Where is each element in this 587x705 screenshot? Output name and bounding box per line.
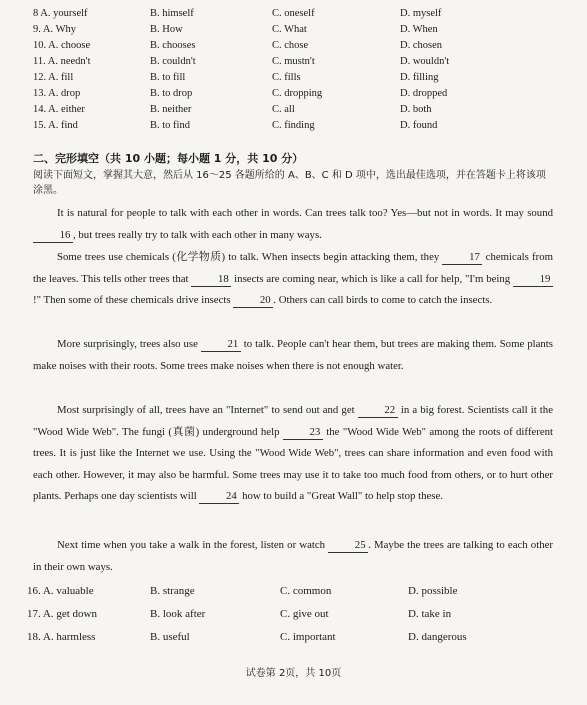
option-a: 13. A. drop [33, 88, 81, 99]
option-a: 12. A. fill [33, 72, 74, 83]
option-c: C. dropping [272, 88, 323, 99]
option-a: 15. A. find [33, 120, 78, 131]
option-b: B. strange [150, 585, 195, 597]
passage-paragraph-1: It is natural for people to talk with each other in words. Can trees talk too? Yes—but not in words. It may sound 16 , but trees really try to talk with each other in many ways. [33, 203, 553, 246]
passage-paragraph-4: Most surprisingly of all, trees have an "Internet" to send out and get 22 in a big forest. Scientists call it the "Wood Wide Web". The fungi (真菌) underground help 23 the "Wood Wide Web" among the roots of different trees. It is just like the Internet we use. Using the "Wood Wide Web", trees can share information and even food with each other. However, it may also be harmful. Some trees may use it to take too much food from others, or to hurt other plants. Perhaps one day scientists will 24 how to build a "Great Wall" to help stop these. [33, 404, 554, 502]
option-a: 16. A. valuable [27, 585, 94, 597]
page-footer: 试卷第 2页，共 10页 [245, 668, 342, 679]
blank-22: 22 [358, 404, 398, 418]
option-d: D. When [400, 24, 438, 35]
blank-16: 16 [33, 229, 73, 243]
option-row-8 [0, 8, 587, 24]
option-c: C. What [272, 24, 307, 35]
question-row-17 [0, 608, 587, 626]
option-d: D. chosen [400, 40, 442, 51]
option-c: C. mustn't [272, 56, 315, 67]
passage-paragraph-2: Some trees use chemicals (化学物质) to talk. When insects begin attacking them, they 17 chemicals from the leaves. This tells other trees that 18 insects are coming near, which is like a call for help, "I'm being 19!" Then some of these chemicals drive insects 20 . Others can call birds to come to catch the insects. [33, 251, 553, 306]
option-b: B. to drop [150, 88, 193, 99]
option-row-11 [0, 56, 587, 72]
option-d: D. found [400, 120, 438, 131]
question-row-18 [0, 631, 587, 649]
blank-19: 19 [513, 273, 553, 287]
blank-21: 21 [201, 338, 241, 352]
blank-17: 17 [442, 251, 482, 265]
blank-25: 25 [328, 539, 368, 553]
option-d: D. dangerous [408, 631, 467, 643]
option-row-14 [0, 104, 587, 120]
option-d: D. take in [408, 608, 452, 620]
passage-paragraph-3: More surprisingly, trees also use 21 to talk. People can't hear them, but trees are making them. Some plants make noises with their roots. Some trees make noises when there is not enough water. [33, 338, 553, 372]
option-row-13 [0, 88, 587, 104]
instructions: 阅读下面短文，掌握其大意，然后从 16～25 各题所给的 A、B、C 和 D 项中，选出最佳选项，并在答题卡上将该项涂黑。 [33, 170, 546, 196]
option-b: B. couldn't [150, 56, 196, 67]
option-a: 18. A. harmless [27, 631, 96, 643]
option-d: D. wouldn't [400, 56, 450, 67]
passage-paragraph-5: Next time when you take a walk in the forest, listen or watch 25 . Maybe the trees are talking to each other in their own ways. [33, 539, 553, 573]
option-b: B. look after [150, 608, 206, 620]
blank-23: 23 [283, 426, 323, 440]
blank-20: 20 [233, 294, 273, 308]
option-a: 17. A. get down [27, 608, 97, 620]
option-c: C. important [280, 631, 336, 643]
option-b: B. neither [150, 104, 192, 115]
section-title: 二、完形填空（共 10 小题；每小题 1 分，共 10 分） [33, 152, 304, 165]
option-c: C. give out [280, 608, 329, 620]
option-a: 14. A. either [33, 104, 85, 115]
question-row-16 [0, 585, 587, 603]
option-c: C. fills [272, 72, 301, 83]
option-b: B. chooses [150, 40, 196, 51]
option-d: D. myself [400, 8, 442, 19]
option-d: D. possible [408, 585, 458, 597]
option-b: B. How [150, 24, 183, 35]
option-b: B. to find [150, 120, 190, 131]
option-d: D. filling [400, 72, 439, 83]
option-c: C. oneself [272, 8, 315, 19]
blank-18: 18 [191, 273, 231, 287]
option-d: D. both [400, 104, 432, 115]
option-row-10 [0, 40, 587, 56]
option-a: 10. A. choose [33, 40, 91, 51]
blank-24: 24 [199, 490, 239, 504]
option-row-12 [0, 72, 587, 88]
option-row-9 [0, 24, 587, 40]
option-a: 11. A. needn't [33, 56, 91, 67]
option-a: 8 A. yourself [33, 8, 88, 19]
option-c: C. finding [272, 120, 315, 131]
option-c: C. all [272, 104, 295, 115]
option-row-15 [0, 120, 587, 136]
option-b: B. himself [150, 8, 194, 19]
option-c: C. common [280, 585, 332, 597]
option-b: B. useful [150, 631, 190, 643]
option-d: D. dropped [400, 88, 448, 99]
option-b: B. to fill [150, 72, 186, 83]
option-a: 9. A. Why [33, 24, 76, 35]
option-c: C. chose [272, 40, 309, 51]
